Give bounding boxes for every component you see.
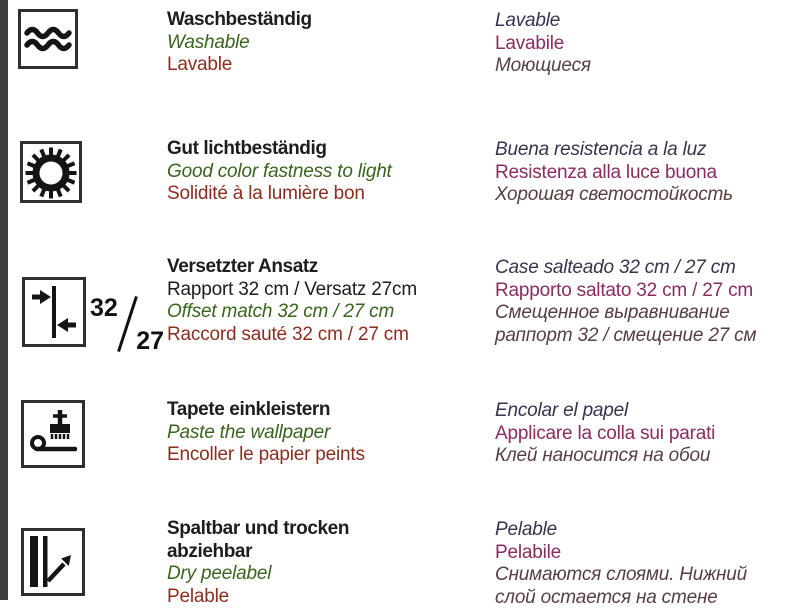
translations-left-column bbox=[167, 138, 487, 206]
label-french: Raccord sauté 32 cm / 27 cm bbox=[167, 324, 487, 347]
label-russian: слой остается на стене bbox=[495, 587, 795, 609]
label-german: abziehbar bbox=[167, 541, 487, 564]
translations-left-column bbox=[167, 518, 487, 608]
label-english: Offset match 32 cm / 27 cm bbox=[167, 301, 487, 324]
label-spanish: Lavable bbox=[495, 10, 795, 33]
label-german: Versetzter Ansatz bbox=[167, 256, 487, 279]
page-edge-strip bbox=[0, 0, 8, 600]
label-german: Gut lichtbeständig bbox=[167, 138, 487, 161]
label-french: Lavable bbox=[167, 54, 487, 77]
label-french: Solidité à la lumière bon bbox=[167, 183, 487, 206]
label-russian: Хорошая светостойкость bbox=[495, 184, 795, 207]
label-english: Washable bbox=[167, 32, 487, 55]
translations-left-column bbox=[167, 9, 487, 77]
translations-right-column bbox=[495, 400, 795, 468]
translations-right-column bbox=[495, 139, 795, 207]
label-russian: Моющиеся bbox=[495, 55, 795, 78]
label-italian: Rapporto saltato 32 cm / 27 cm bbox=[495, 280, 795, 303]
label-italian: Lavabile bbox=[495, 33, 795, 56]
translations-left-column bbox=[167, 399, 487, 467]
offset-value: 27 bbox=[136, 329, 164, 354]
label-spanish: Buena resistencia a la luz bbox=[495, 139, 795, 162]
label-russian: Снимаются слоями. Нижний bbox=[495, 564, 795, 587]
label-french: Pelable bbox=[167, 586, 487, 609]
label-italian: Resistenza alla luce buona bbox=[495, 162, 795, 185]
offset-match-icon bbox=[22, 277, 86, 352]
label-english: Good color fastness to light bbox=[167, 161, 487, 184]
translations-right-column bbox=[495, 257, 795, 347]
label-russian: Смещенное выравнивание bbox=[495, 302, 795, 325]
label-italian: Applicare la colla sui parati bbox=[495, 423, 795, 446]
label-english: Paste the wallpaper bbox=[167, 422, 487, 445]
pattern-repeat-fraction bbox=[90, 296, 164, 354]
label-german: Spaltbar und trocken bbox=[167, 518, 487, 541]
label-german: Waschbeständig bbox=[167, 9, 487, 32]
label-spanish: Pelable bbox=[495, 519, 795, 542]
translations-right-column bbox=[495, 519, 795, 609]
translations-right-column bbox=[495, 10, 795, 78]
label-german: Tapete einkleistern bbox=[167, 399, 487, 422]
washable-icon bbox=[18, 9, 78, 74]
label-spanish: Encolar el papel bbox=[495, 400, 795, 423]
fraction-slash bbox=[117, 296, 138, 352]
label-russian: Клей наносится на обои bbox=[495, 445, 795, 468]
label-spanish: Case salteado 32 cm / 27 cm bbox=[495, 257, 795, 280]
label-russian: раппорт 32 / смещение 27 см bbox=[495, 325, 795, 348]
label-german-detail: Rapport 32 cm / Versatz 27cm bbox=[167, 279, 487, 302]
repeat-value: 32 bbox=[90, 296, 118, 321]
label-french: Encoller le papier peints bbox=[167, 444, 487, 467]
translations-left-column bbox=[167, 256, 487, 346]
dry-peelable-icon bbox=[21, 528, 85, 601]
label-english: Dry peelabel bbox=[167, 563, 487, 586]
paste-wallpaper-icon bbox=[21, 400, 85, 473]
label-italian: Pelabile bbox=[495, 542, 795, 565]
lightfastness-icon bbox=[20, 141, 82, 208]
